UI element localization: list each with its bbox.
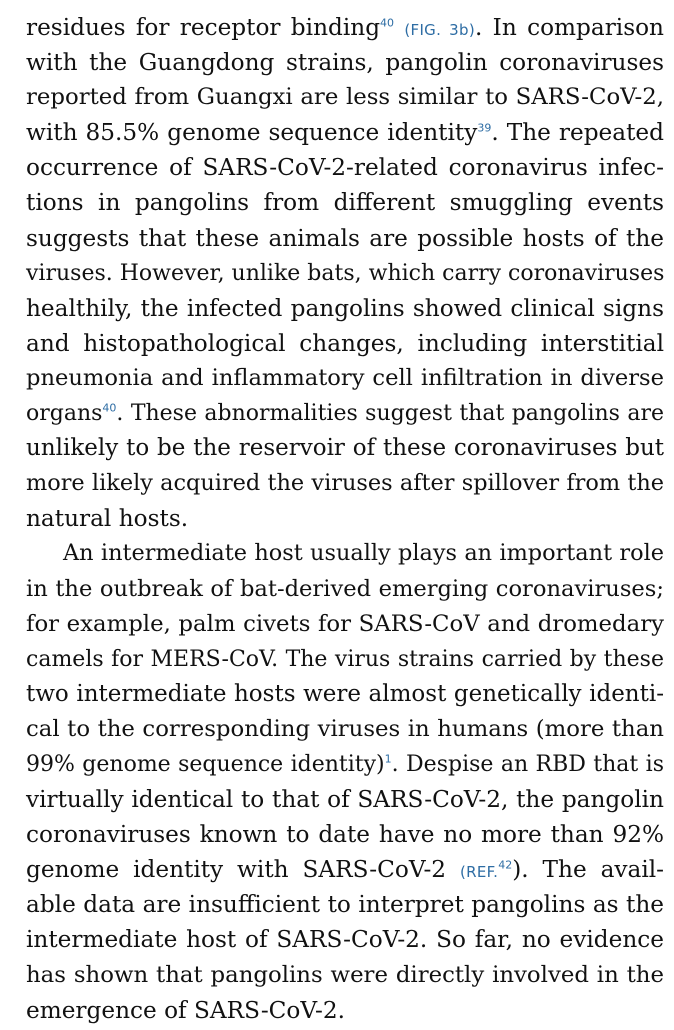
text-line: virtually identical to that of SARS-CoV-2, the pangolin [26, 786, 664, 814]
text-line: An intermediate host usually plays an important role [63, 540, 664, 567]
citation-link[interactable]: 1 [384, 752, 392, 766]
text-line [26, 10, 664, 45]
text-line: tions in pangolins from different smuggling events [26, 189, 664, 217]
paragraph-1 [26, 10, 664, 536]
text-line: suggests that these animals are possible hosts of the [26, 224, 664, 252]
article-body [26, 10, 664, 1028]
text-line: reported from Guangxi are less similar to SARS-CoV-2, [26, 84, 664, 111]
text-run: . The repeated [491, 119, 664, 147]
text-run: ). The avail- [512, 856, 664, 884]
text-line: has shown that pangolins were directly involved in the [26, 961, 664, 988]
text-line: occurrence of SARS-CoV-2-related coronavirus infec- [26, 154, 664, 182]
text-line: intermediate host of SARS-CoV-2. So far, no evidence [26, 926, 664, 954]
text-line: cal to the corresponding viruses in humans (more than [26, 715, 664, 742]
text-run: with 85.5% genome sequence identity [26, 119, 478, 147]
text-line: in the outbreak of bat-derived emerging coronaviruses; [26, 575, 664, 602]
text-line [26, 115, 664, 150]
figure-link[interactable]: (FIG. 3b) [404, 21, 475, 39]
text-line [26, 747, 664, 782]
text-run: . These abnormalities suggest that pangolins are [116, 401, 664, 427]
text-line [26, 396, 664, 431]
text-line: natural hosts. [26, 505, 189, 533]
reference-link[interactable]: (REF. [459, 863, 499, 882]
text-run: . Despise an RBD that is [391, 751, 664, 777]
text-line: healthily, the infected pangolins showed clinical signs [26, 294, 664, 322]
text-run: organs [26, 401, 103, 427]
text-line: two intermediate hosts were almost genetically identi- [26, 680, 664, 707]
text-line [26, 852, 664, 887]
paragraph-2 [26, 536, 664, 1027]
text-line: emergence of SARS-CoV-2. [26, 996, 345, 1024]
text-run: 99% genome sequence identity) [26, 751, 385, 777]
text-line: unlikely to be the reservoir of these coronaviruses but [26, 435, 664, 462]
text-line: camels for MERS-CoV. The virus strains carried by these [26, 646, 664, 672]
citation-link[interactable]: 40 [102, 401, 117, 415]
text-line: for example, palm civets for SARS-CoV and dromedary [26, 610, 664, 637]
text-line: and histopathological changes, including interstitial [26, 329, 664, 357]
citation-link[interactable]: 42 [498, 858, 513, 872]
text-run: residues for receptor binding [26, 14, 381, 41]
text-run: genome identity with SARS-CoV-2 [26, 856, 460, 884]
citation-link[interactable]: 39 [477, 121, 492, 135]
citation-link[interactable]: 40 [380, 16, 395, 30]
text-line: viruses. However, unlike bats, which carry coronaviruses [26, 260, 665, 286]
text-line: coronaviruses known to date have no more than 92% [26, 821, 664, 849]
text-line: with the Guangdong strains, pangolin coronaviruses [26, 49, 664, 77]
text-line: more likely acquired the viruses after spillover from the [26, 470, 664, 497]
text-line: pneumonia and inflammatory cell infiltration in diverse [26, 364, 664, 391]
text-line: able data are insufficient to interpret pangolins as the [26, 891, 664, 919]
text-run: . In comparison [475, 14, 664, 41]
